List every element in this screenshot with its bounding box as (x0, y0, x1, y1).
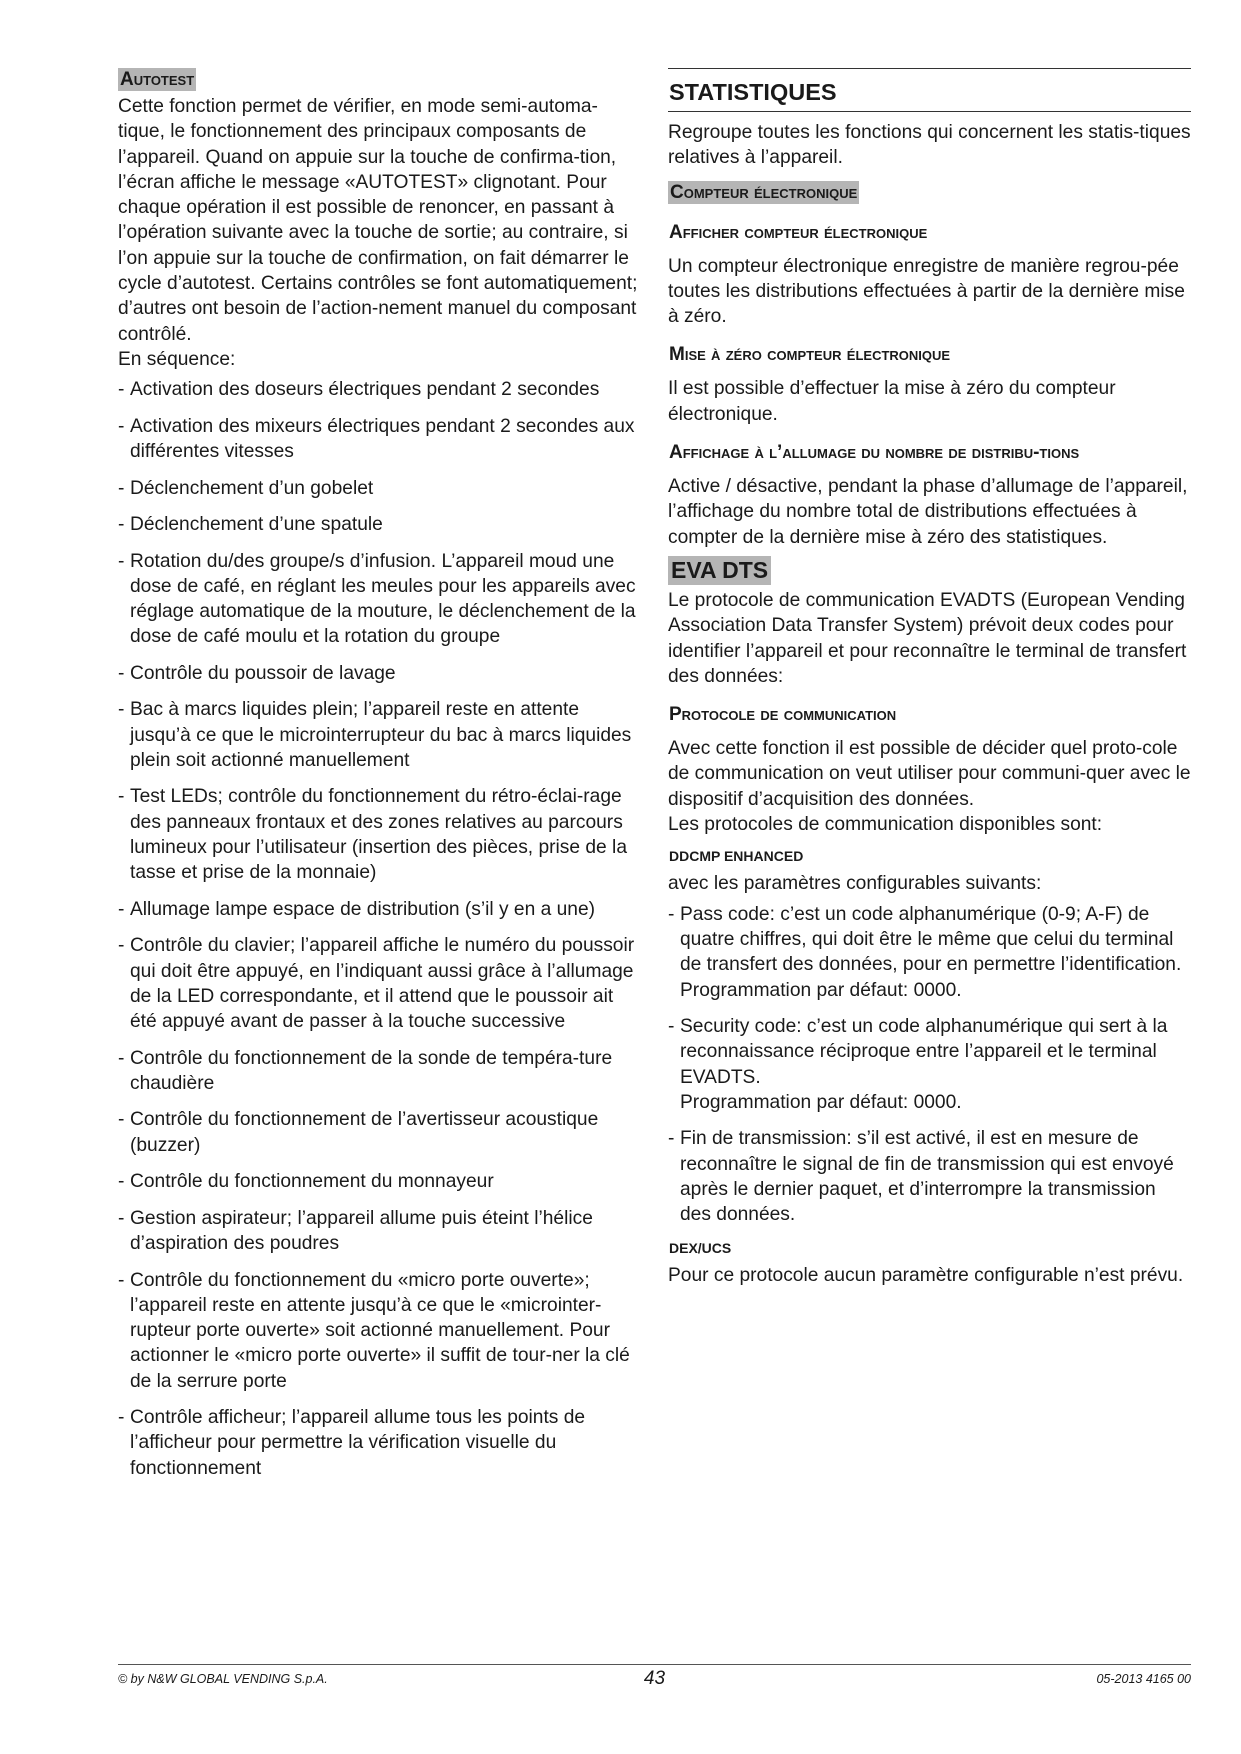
list-item: - Déclenchement d’un gobelet (118, 476, 643, 501)
autotest-sequence-label: En séquence: (118, 348, 236, 370)
autotest-list (118, 377, 643, 1481)
evadts-heading: EVA DTS (668, 556, 771, 585)
statistiques-heading: STATISTIQUES (668, 69, 1191, 112)
param-default: Programmation par défaut: 0000. (680, 1091, 962, 1113)
list-item: - Contrôle du fonctionnement du monnayeur (118, 1169, 643, 1194)
list-item: - Contrôle du clavier; l’appareil affiche le numéro du poussoir qui doit être appuyé, en l’indiquant aussi grâce à l’allumage de la LED correspondante, et il attend que le poussoir ait été appuyé avant de passer à la touche successive (118, 933, 643, 1034)
ddcmp-text: avec les paramètres configurables suivants: (668, 873, 1042, 895)
list-item: - Contrôle du fonctionnement du «micro porte ouverte»; l’appareil reste en attente jusqu’à ce que le «microinter-rupteur porte ouverte» soit actionné manuellement. Pour actionner le «micro porte ouverte» il suffit de tour-ner la clé de la serrure porte (118, 1268, 643, 1394)
dex-heading: DEX/UCS (669, 1239, 732, 1256)
list-item: - Activation des doseurs électriques pendant 2 secondes (118, 377, 643, 402)
list-item: - Test LEDs; contrôle du fonctionnement du rétro-éclai-rage des panneaux frontaux et des zones relatives au parcours lumineux pour l’utilisateur (insertion des pièces, prise de la tasse et prise de la monnaie) (118, 784, 643, 885)
list-item: - Rotation du/des groupe/s d’infusion. L’appareil moud une dose de café, en réglant les meules pour les appareils avec réglage automatique de la mouture, le déclenchement de la dose de café moulu et la rotation du groupe (118, 549, 643, 650)
list-item (668, 902, 1191, 1003)
param-pass-code: Pass code: c’est un code alphanumérique (0-9; A-F) de quatre chiffres, qui doit être le même que celui du terminal de transfert des données, pour en permettre l’identification. (680, 903, 1182, 976)
list-item: - Bac à marcs liquides plein; l’appareil reste en attente jusqu’à ce que le microinterrupteur du bac à marcs liquides plein soit actionné manuellement (118, 697, 643, 773)
list-item: - Contrôle du poussoir de lavage (118, 661, 643, 686)
afficher-compteur-heading: Afficher compteur électronique (669, 221, 928, 243)
list-item: - Contrôle du fonctionnement de l’avertisseur acoustique (buzzer) (118, 1107, 643, 1158)
document-code: 05-2013 4165 00 (1096, 1672, 1191, 1686)
protocole-heading: Protocole de communication (669, 704, 897, 726)
dex-text: Pour ce protocole aucun paramètre configurable n’est prévu. (668, 1264, 1184, 1286)
list-item: - Activation des mixeurs électriques pendant 2 secondes aux différentes vitesses (118, 414, 643, 465)
protocole-text: Avec cette fonction il est possible de décider quel proto-cole de communication on veut utiliser pour communi-quer avec le dispositif d’acquisition des données. (668, 738, 1191, 810)
compteur-heading: Compteur électronique (670, 181, 858, 203)
protocole-text-2: Les protocoles de communication disponibles sont: (668, 814, 1103, 836)
param-security-code: Security code: c’est un code alphanumérique qui sert à la reconnaissance réciproque entre l’appareil et le terminal EVADTS. (680, 1016, 1168, 1088)
list-item: - Contrôle afficheur; l’appareil allume tous les points de l’afficheur pour permettre la vérification visuelle du fonctionnement (118, 1405, 643, 1481)
page-number: 43 (643, 1668, 666, 1689)
left-column (118, 68, 643, 1492)
autotest-heading: Autotest (120, 69, 195, 90)
ddcmp-heading: DDCMP ENHANCED (669, 848, 804, 865)
affichage-allumage-text: Active / désactive, pendant la phase d’allumage de l’appareil, l’affichage du nombre total de distributions effectuées à compter de la dernière mise à zéro des statistiques. (668, 476, 1188, 548)
param-default: Programmation par défaut: 0000. (680, 979, 962, 1001)
ddcmp-params-list (668, 902, 1191, 1228)
afficher-compteur-text: Un compteur électronique enregistre de manière regrou-pée toutes les distributions effectuées à partir de la dernière mise à zéro. (668, 255, 1185, 328)
autotest-intro: Cette fonction permet de vérifier, en mode semi-automa-tique, le fonctionnement des principaux composants de l’appareil. Quand on appuie sur la touche de confirma-tion, l’écran affiche le message «AUTOTEST» clignotant. Pour chaque opération il est possible de renoncer, en passant à l’opération suivante avec la touche de sortie; au contraire, si l’on appuie sur la touche de confirmation, on fait démarrer le cycle d’autotest. Certains contrôles se font automatiquement; d’autres ont besoin de l’action-nement manuel du composant contrôlé. (118, 96, 638, 345)
affichage-allumage-heading: Affichage à l’allumage du nombre de distribu-tions (669, 442, 1080, 464)
mise-a-zero-text: Il est possible d’effectuer la mise à zéro du compteur électronique. (668, 378, 1116, 425)
right-column (668, 68, 1191, 1288)
copyright-text: © by N&W GLOBAL VENDING S.p.A. (118, 1672, 328, 1686)
evadts-intro: Le protocole de communication EVADTS (European Vending Association Data Transfer System) prévoit deux codes pour identifier l’appareil et pour reconnaître le terminal de transfert des données: (668, 589, 1187, 687)
page-footer (118, 1664, 1191, 1705)
list-item: - Gestion aspirateur; l’appareil allume puis éteint l’hélice d’aspiration des poudres (118, 1206, 643, 1257)
list-item: - Fin de transmission: s’il est activé, il est en mesure de reconnaître le signal de fin de transmission qui est envoyé après le dernier paquet, et d’interrompre la transmission des données. (668, 1126, 1191, 1227)
list-item: - Allumage lampe espace de distribution (s’il y en a une) (118, 897, 643, 922)
statistiques-intro: Regroupe toutes les fonctions qui concernent les statis-tiques relatives à l’appareil. (668, 122, 1191, 169)
list-item: - Contrôle du fonctionnement de la sonde de tempéra-ture chaudière (118, 1046, 643, 1097)
mise-a-zero-heading: Mise à zéro compteur électronique (669, 344, 951, 366)
list-item: - Déclenchement d’une spatule (118, 512, 643, 537)
list-item (668, 1014, 1191, 1115)
